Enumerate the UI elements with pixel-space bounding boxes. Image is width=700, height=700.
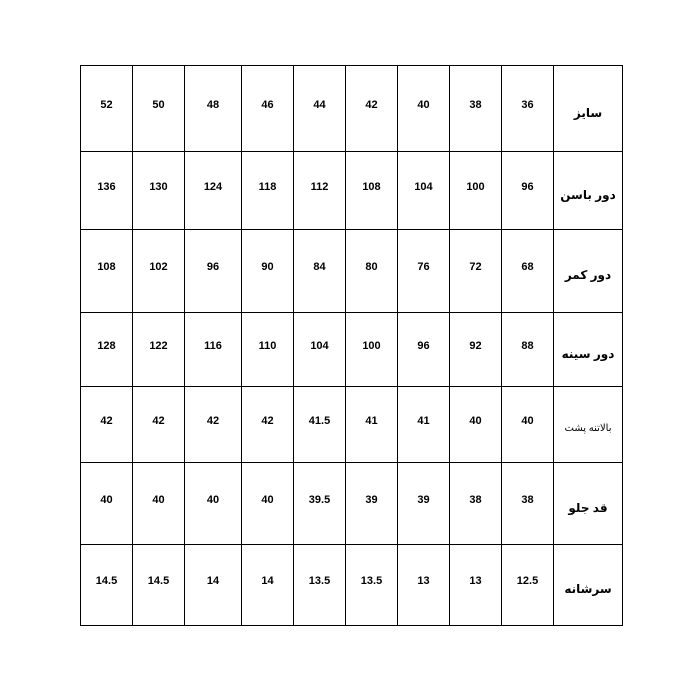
row-chest (81, 313, 623, 387)
hip-cell: 112 (294, 152, 346, 230)
front-length-cell: 40 (133, 463, 185, 545)
waist-cell: 102 (133, 230, 185, 313)
row-label-back-bodice: بالاتنه پشت (554, 387, 623, 463)
shoulder-cell: 13 (398, 545, 450, 626)
waist-cell: 96 (185, 230, 242, 313)
size-cell: 40 (398, 66, 450, 152)
shoulder-cell: 14.5 (133, 545, 185, 626)
size-cell: 52 (81, 66, 133, 152)
waist-cell: 76 (398, 230, 450, 313)
size-cell: 48 (185, 66, 242, 152)
row-shoulder (81, 545, 623, 626)
back-bodice-cell: 42 (81, 387, 133, 463)
size-cell: 42 (346, 66, 398, 152)
chest-cell: 128 (81, 313, 133, 387)
chest-cell: 110 (242, 313, 294, 387)
hip-cell: 130 (133, 152, 185, 230)
hip-cell: 124 (185, 152, 242, 230)
chest-cell: 100 (346, 313, 398, 387)
front-length-cell: 40 (185, 463, 242, 545)
row-label-front-length: قد جلو (554, 463, 623, 545)
row-hip (81, 152, 623, 230)
shoulder-cell: 12.5 (502, 545, 554, 626)
waist-cell: 80 (346, 230, 398, 313)
row-waist (81, 230, 623, 313)
shoulder-cell: 13.5 (346, 545, 398, 626)
size-cell: 36 (502, 66, 554, 152)
row-label-hip: دور باسن (554, 152, 623, 230)
hip-cell: 96 (502, 152, 554, 230)
front-length-cell: 38 (502, 463, 554, 545)
chest-cell: 116 (185, 313, 242, 387)
front-length-cell: 39 (398, 463, 450, 545)
back-bodice-cell: 40 (502, 387, 554, 463)
row-front-length (81, 463, 623, 545)
back-bodice-cell: 42 (185, 387, 242, 463)
back-bodice-cell: 40 (450, 387, 502, 463)
waist-cell: 108 (81, 230, 133, 313)
front-length-cell: 40 (81, 463, 133, 545)
chest-cell: 92 (450, 313, 502, 387)
chest-cell: 88 (502, 313, 554, 387)
row-size (81, 66, 623, 152)
back-bodice-cell: 41.5 (294, 387, 346, 463)
front-length-cell: 40 (242, 463, 294, 545)
back-bodice-cell: 42 (133, 387, 185, 463)
size-cell: 46 (242, 66, 294, 152)
hip-cell: 104 (398, 152, 450, 230)
chest-cell: 122 (133, 313, 185, 387)
front-length-cell: 38 (450, 463, 502, 545)
size-cell: 44 (294, 66, 346, 152)
chest-cell: 104 (294, 313, 346, 387)
hip-cell: 100 (450, 152, 502, 230)
row-label-size: سایز (554, 66, 623, 152)
front-length-cell: 39 (346, 463, 398, 545)
row-label-chest: دور سینه (554, 313, 623, 387)
waist-cell: 72 (450, 230, 502, 313)
shoulder-cell: 13 (450, 545, 502, 626)
hip-cell: 108 (346, 152, 398, 230)
front-length-cell: 39.5 (294, 463, 346, 545)
shoulder-cell: 14.5 (81, 545, 133, 626)
shoulder-cell: 13.5 (294, 545, 346, 626)
back-bodice-cell: 41 (398, 387, 450, 463)
size-cell: 50 (133, 66, 185, 152)
size-chart-table (80, 65, 623, 626)
size-cell: 38 (450, 66, 502, 152)
shoulder-cell: 14 (242, 545, 294, 626)
hip-cell: 136 (81, 152, 133, 230)
waist-cell: 84 (294, 230, 346, 313)
row-back-bodice (81, 387, 623, 463)
back-bodice-cell: 41 (346, 387, 398, 463)
waist-cell: 68 (502, 230, 554, 313)
waist-cell: 90 (242, 230, 294, 313)
row-label-waist: دور کمر (554, 230, 623, 313)
hip-cell: 118 (242, 152, 294, 230)
shoulder-cell: 14 (185, 545, 242, 626)
row-label-shoulder: سرشانه (554, 545, 623, 626)
chest-cell: 96 (398, 313, 450, 387)
back-bodice-cell: 42 (242, 387, 294, 463)
